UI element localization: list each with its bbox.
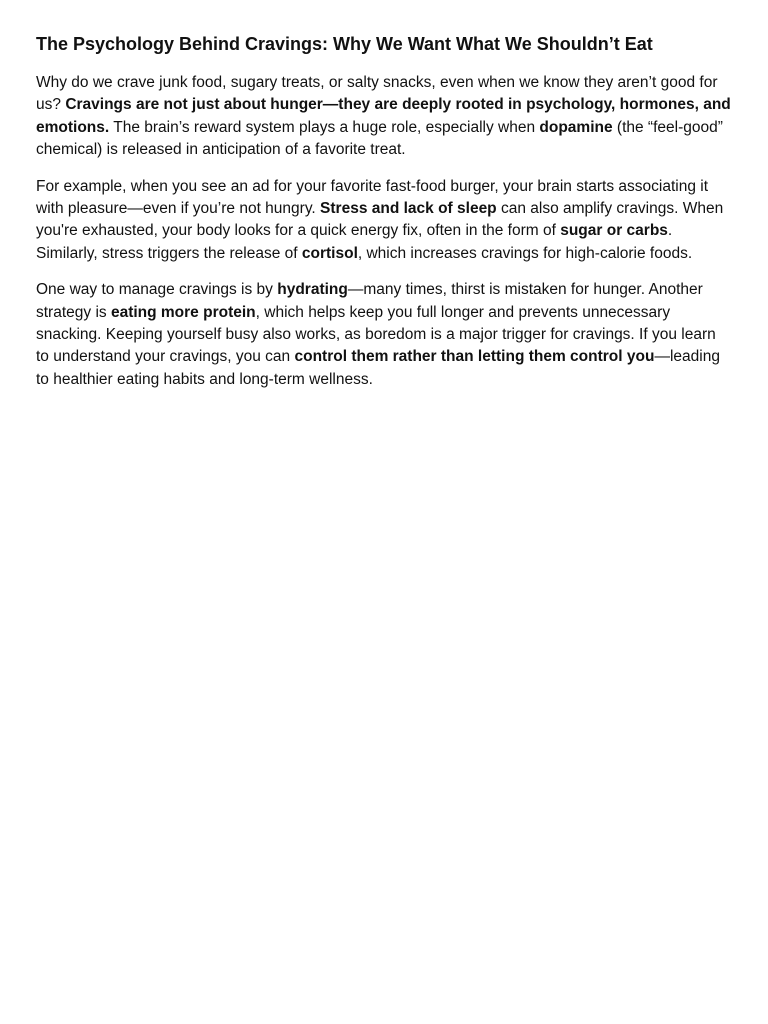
bold-segment: sugar or carbs — [560, 222, 668, 240]
text-segment: can also amplify cravings. When you're exhausted, your body looks for a quick energy fix, often in the form of — [36, 200, 724, 240]
paragraph-1 — [36, 72, 732, 162]
text-segment: —many times, thirst is mistaken for hunger. Another strategy is — [36, 281, 703, 321]
article — [0, 0, 768, 391]
bold-segment: eating more protein — [110, 303, 256, 321]
text-segment: Why do we crave junk food, sugary treats, or salty snacks, even when we know they aren’t good for us? — [36, 74, 718, 114]
bold-segment: dopamine — [539, 118, 613, 136]
bold-segment: control them rather than letting them control you — [294, 348, 655, 366]
bold-segment: hydrating — [277, 281, 348, 299]
text-segment: One way to manage cravings is by — [36, 281, 278, 299]
text-segment: , which helps keep you full longer and prevents unnecessary snacking. Keeping yourself busy also works, as boredom is a major trigger for cravings. If you learn to understand your cravings, you can — [36, 303, 716, 366]
text-segment: The brain’s reward system plays a huge role, especially when — [109, 118, 540, 136]
bold-segment: cortisol — [301, 244, 358, 262]
text-segment: For example, when you see an ad for your favorite fast-food burger, your brain starts associating it with pleasure—even if you’re not hungry. — [36, 177, 709, 218]
text-segment: (the “feel-good” chemical) is released in anticipation of a favorite treat. — [36, 118, 723, 159]
text-segment: —leading to healthier eating habits and long-term wellness. — [36, 348, 720, 388]
bold-segment: Stress and lack of sleep — [320, 200, 497, 218]
text-segment: , which increases cravings for high-calorie foods. — [357, 244, 693, 262]
paragraph-3 — [36, 279, 732, 391]
paragraph-2 — [36, 176, 732, 266]
bold-segment: Cravings are not just about hunger—they are deeply rooted in psychology, hormones, and emotions. — [36, 96, 731, 136]
text-segment: . Similarly, stress triggers the release of — [36, 222, 673, 262]
article-title: The Psychology Behind Cravings: Why We Want What We Shouldn’t Eat — [36, 34, 653, 54]
